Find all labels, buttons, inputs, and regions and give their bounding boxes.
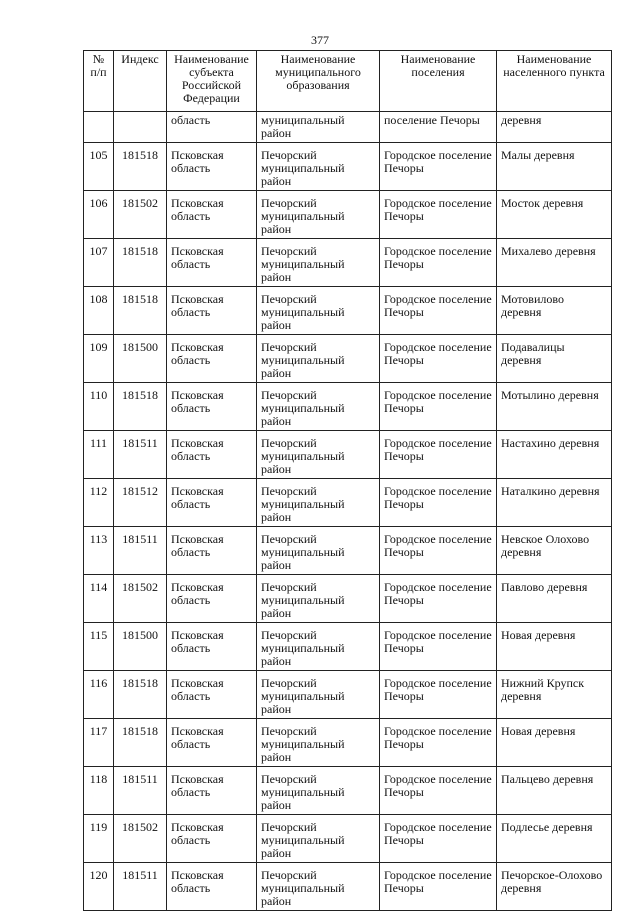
cell-subject: Псковская область [167, 527, 257, 575]
table-row [84, 671, 612, 719]
cell-subject: Псковская область [167, 767, 257, 815]
cell-municipal: муниципальный район [257, 112, 380, 143]
cell-settlement: Городское поселение Печоры [380, 575, 497, 623]
table-row [84, 431, 612, 479]
table-row [84, 287, 612, 335]
cell-index: 181511 [114, 431, 167, 479]
cell-index: 181518 [114, 287, 167, 335]
cell-num: 107 [84, 239, 114, 287]
cell-locality: Мотылино деревня [497, 383, 612, 431]
table-header-row [84, 51, 612, 112]
cell-locality: Печорское-Олохово деревня [497, 863, 612, 911]
cell-settlement: Городское поселение Печоры [380, 383, 497, 431]
cell-num: 108 [84, 287, 114, 335]
cell-municipal: Печорский муниципальный район [257, 815, 380, 863]
cell-municipal: Печорский муниципальный район [257, 863, 380, 911]
cell-locality: Невское Олохово деревня [497, 527, 612, 575]
cell-index: 181500 [114, 335, 167, 383]
cell-subject: Псковская область [167, 623, 257, 671]
cell-municipal: Печорский муниципальный район [257, 143, 380, 191]
cell-municipal: Печорский муниципальный район [257, 431, 380, 479]
cell-locality: Мотовилово деревня [497, 287, 612, 335]
cell-index: 181502 [114, 815, 167, 863]
cell-municipal: Печорский муниципальный район [257, 335, 380, 383]
cell-num: 109 [84, 335, 114, 383]
cell-locality: Нижний Крупск деревня [497, 671, 612, 719]
cell-settlement: Городское поселение Печоры [380, 191, 497, 239]
header-num: № п/п [84, 51, 114, 112]
cell-subject: Псковская область [167, 287, 257, 335]
cell-index: 181518 [114, 719, 167, 767]
cell-settlement: Городское поселение Печоры [380, 479, 497, 527]
cell-locality: Павлово деревня [497, 575, 612, 623]
cell-subject: Псковская область [167, 143, 257, 191]
cell-locality: Новая деревня [497, 719, 612, 767]
cell-settlement: Городское поселение Печоры [380, 767, 497, 815]
cell-settlement: Городское поселение Печоры [380, 239, 497, 287]
cell-num: 111 [84, 431, 114, 479]
table-row [84, 335, 612, 383]
cell-locality: Подлесье деревня [497, 815, 612, 863]
cell-settlement: Городское поселение Печоры [380, 719, 497, 767]
cell-index: 181511 [114, 863, 167, 911]
cell-settlement: Городское поселение Печоры [380, 431, 497, 479]
cell-index: 181500 [114, 623, 167, 671]
cell-subject: Псковская область [167, 431, 257, 479]
cell-index: 181518 [114, 143, 167, 191]
cell-locality: Михалево деревня [497, 239, 612, 287]
cell-settlement: Городское поселение Печоры [380, 527, 497, 575]
cell-subject: Псковская область [167, 815, 257, 863]
cell-municipal: Печорский муниципальный район [257, 671, 380, 719]
cell-subject: Псковская область [167, 239, 257, 287]
header-municipal: Наименование муниципального образования [257, 51, 380, 112]
page-number: 377 [311, 33, 329, 47]
cell-settlement: Городское поселение Печоры [380, 623, 497, 671]
cell-num: 113 [84, 527, 114, 575]
table-row [84, 719, 612, 767]
cell-municipal: Печорский муниципальный район [257, 719, 380, 767]
cell-num: 119 [84, 815, 114, 863]
cell-index: 181502 [114, 191, 167, 239]
table-row [84, 143, 612, 191]
cell-settlement: Городское поселение Печоры [380, 335, 497, 383]
cell-locality: Мосток деревня [497, 191, 612, 239]
cell-settlement: поселение Печоры [380, 112, 497, 143]
table-row [84, 767, 612, 815]
cell-municipal: Печорский муниципальный район [257, 287, 380, 335]
cell-num: 110 [84, 383, 114, 431]
cell-subject: Псковская область [167, 383, 257, 431]
cell-num: 114 [84, 575, 114, 623]
cell-settlement: Городское поселение Печоры [380, 287, 497, 335]
cell-index: 181518 [114, 383, 167, 431]
table-row [84, 527, 612, 575]
cell-municipal: Печорский муниципальный район [257, 383, 380, 431]
header-locality: Наименование населенного пункта [497, 51, 612, 112]
localities-table [83, 50, 612, 911]
cell-settlement: Городское поселение Печоры [380, 671, 497, 719]
cell-index: 181511 [114, 527, 167, 575]
cell-num: 105 [84, 143, 114, 191]
cell-index: 181518 [114, 239, 167, 287]
cell-municipal: Печорский муниципальный район [257, 239, 380, 287]
cell-num [84, 112, 114, 143]
cell-subject: Псковская область [167, 479, 257, 527]
cell-subject: область [167, 112, 257, 143]
cell-municipal: Печорский муниципальный район [257, 623, 380, 671]
cell-subject: Псковская область [167, 191, 257, 239]
cell-num: 117 [84, 719, 114, 767]
table-row [84, 863, 612, 911]
cell-municipal: Печорский муниципальный район [257, 191, 380, 239]
cell-locality: Наталкино деревня [497, 479, 612, 527]
table-row [84, 575, 612, 623]
cell-municipal: Печорский муниципальный район [257, 479, 380, 527]
table-row [84, 815, 612, 863]
cell-num: 112 [84, 479, 114, 527]
table-row [84, 383, 612, 431]
table-row [84, 191, 612, 239]
cell-municipal: Печорский муниципальный район [257, 527, 380, 575]
cell-subject: Псковская область [167, 575, 257, 623]
cell-num: 118 [84, 767, 114, 815]
cell-locality: деревня [497, 112, 612, 143]
table-row [84, 479, 612, 527]
header-subject: Наименование субъекта Российской Федерации [167, 51, 257, 112]
cell-subject: Псковская область [167, 335, 257, 383]
cell-num: 106 [84, 191, 114, 239]
table-row [84, 623, 612, 671]
cell-num: 120 [84, 863, 114, 911]
cell-municipal: Печорский муниципальный район [257, 767, 380, 815]
cell-settlement: Городское поселение Печоры [380, 815, 497, 863]
continuation-row [84, 112, 612, 143]
cell-num: 115 [84, 623, 114, 671]
cell-locality: Пальцево деревня [497, 767, 612, 815]
cell-locality: Настахино деревня [497, 431, 612, 479]
cell-index: 181512 [114, 479, 167, 527]
cell-locality: Малы деревня [497, 143, 612, 191]
table-row [84, 239, 612, 287]
cell-subject: Псковская область [167, 719, 257, 767]
cell-locality: Новая деревня [497, 623, 612, 671]
cell-subject: Псковская область [167, 863, 257, 911]
header-settlement: Наименование поселения [380, 51, 497, 112]
cell-settlement: Городское поселение Печоры [380, 863, 497, 911]
cell-index [114, 112, 167, 143]
cell-subject: Псковская область [167, 671, 257, 719]
header-index: Индекс [114, 51, 167, 112]
cell-settlement: Городское поселение Печоры [380, 143, 497, 191]
cell-num: 116 [84, 671, 114, 719]
cell-index: 181502 [114, 575, 167, 623]
cell-locality: Подавалицы деревня [497, 335, 612, 383]
cell-municipal: Печорский муниципальный район [257, 575, 380, 623]
cell-index: 181518 [114, 671, 167, 719]
cell-index: 181511 [114, 767, 167, 815]
